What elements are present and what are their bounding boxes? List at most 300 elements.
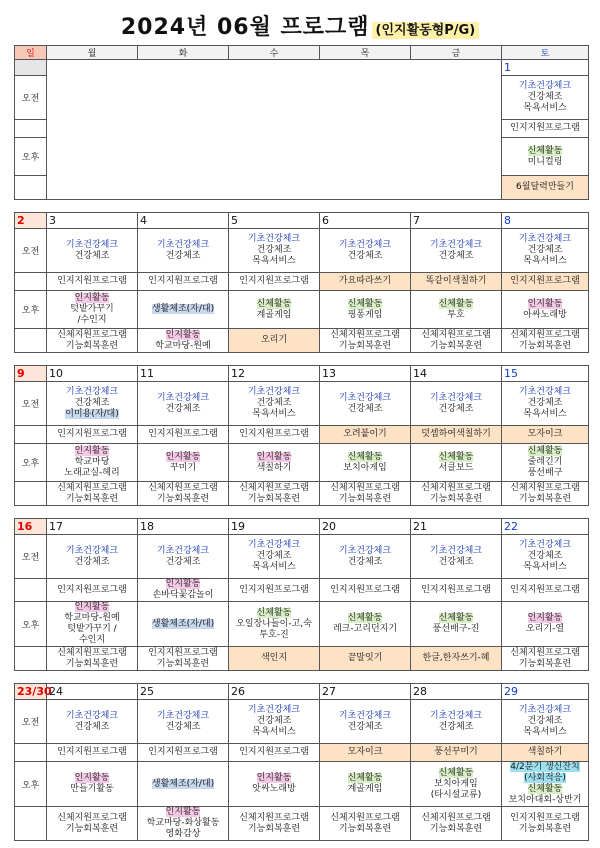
activity-line: 신체지원프로그램: [421, 482, 491, 493]
slot-label: 오전: [15, 229, 47, 273]
week-am-row: [15, 229, 589, 273]
activity-line: 기초건강체크: [65, 387, 119, 397]
activity-line: 수인지: [78, 635, 106, 645]
activity-line: 목욕서비스: [523, 727, 567, 737]
activity-line: 목욕서비스: [523, 409, 567, 419]
week-pm-row: [15, 444, 589, 482]
pm2-cell: [138, 329, 229, 353]
pm2-cell: [229, 807, 320, 841]
activity-line: 학교마당: [74, 457, 110, 467]
activity-tag: 인지활동: [256, 773, 292, 783]
activity-tag: 신체활동: [347, 298, 383, 309]
activity-tag: 신체활동: [347, 451, 383, 462]
activity-line: 신체지원프로그램: [510, 329, 580, 340]
activity-line: 건강체조: [438, 403, 474, 414]
activity-line: 미니컬링: [527, 156, 563, 167]
date-cell: 25: [138, 684, 229, 700]
activity-line: 신체지원프로그램: [330, 482, 400, 493]
week-sunday-label: 23/30: [15, 684, 47, 700]
week1-empty-area: [47, 60, 502, 200]
date-cell: 27: [320, 684, 411, 700]
pm-cell: [502, 762, 589, 807]
date-cell: 3: [47, 213, 138, 229]
activity-line: 신체지원프로그램: [330, 329, 400, 340]
week1-date-row: [15, 60, 589, 76]
activity-line: 모자이크: [527, 429, 563, 439]
activity-line: 모자이크: [347, 747, 383, 757]
activity-tag: 인지활동: [165, 579, 201, 589]
activity-line: 기초건강체크: [518, 234, 572, 244]
pm-cell: [320, 762, 411, 807]
slot-label-blank: [15, 329, 47, 353]
spacer-cell: [15, 353, 589, 366]
pm2-cell: [411, 647, 502, 671]
activity-line: 기초건강체크: [518, 705, 572, 715]
activity-line: 건강체조: [527, 716, 563, 726]
date-cell: 28: [411, 684, 502, 700]
sm-cell: [47, 744, 138, 762]
activity-line: 색인지: [260, 653, 288, 663]
pm-cell: [411, 444, 502, 482]
activity-line: 건강체조: [527, 245, 563, 255]
activity-line: 인지지원프로그램: [510, 812, 580, 823]
pm2-cell: [47, 647, 138, 671]
date-cell: 22: [502, 519, 589, 535]
activity-line: 목욕서비스: [252, 256, 296, 266]
activity-line: 기능회복훈련: [338, 493, 392, 504]
activity-tag: 신체활동: [527, 446, 563, 456]
sm-cell: [138, 579, 229, 602]
activity-line: 건강체조: [347, 250, 383, 261]
weekday-header: 일: [15, 46, 47, 60]
activity-line: 기초건강체크: [156, 239, 210, 250]
week-date-row: [15, 684, 589, 700]
sm-cell: [47, 426, 138, 444]
activity-tag: 생활체조(자/대): [151, 778, 215, 789]
activity-line: 기초건강체크: [247, 540, 301, 550]
slot-label: 오전: [15, 700, 47, 744]
spacer-cell: [15, 506, 589, 519]
activity-line: 건강체조: [74, 398, 110, 408]
week-pm2-row: [15, 647, 589, 671]
am-cell: [502, 535, 589, 579]
activity-line: 아싸노래방: [523, 309, 567, 320]
weekday-header: 토: [502, 46, 589, 60]
sm-cell: [320, 273, 411, 291]
activity-line: 기초건강체크: [518, 540, 572, 550]
week-sunday-label: [15, 60, 47, 76]
activity-line: 텃밭가꾸기: [70, 304, 114, 314]
activity-line: 기초건강체크: [338, 545, 392, 556]
activity-line: 목욕서비스: [523, 256, 567, 266]
activity-line: 신체지원프로그램: [57, 329, 127, 340]
sm-cell: [47, 579, 138, 602]
activity-line: 기능회복훈련: [65, 493, 119, 504]
sm-cell: [229, 273, 320, 291]
activity-line: 목욕서비스: [252, 562, 296, 572]
pm-cell: [502, 444, 589, 482]
pm-cell: [502, 291, 589, 329]
am-cell: [138, 700, 229, 744]
date-cell: 17: [47, 519, 138, 535]
sm-cell: [411, 579, 502, 602]
date-cell: 13: [320, 366, 411, 382]
activity-line: 인지지원프로그램: [57, 584, 127, 595]
am-cell: [320, 229, 411, 273]
pm2-cell: [138, 807, 229, 841]
slot-label: 오후: [15, 602, 47, 647]
sm-cell: [47, 273, 138, 291]
pm-cell: [411, 762, 502, 807]
activity-line: 기초건강체크: [338, 710, 392, 721]
am-cell: [411, 700, 502, 744]
activity-line: 만들기활동: [70, 784, 114, 794]
slot-label-blank: [15, 647, 47, 671]
am-cell: [47, 382, 138, 426]
activity-tag: 신체활동: [256, 607, 292, 618]
activity-line: 건강체조: [256, 716, 292, 726]
activity-tag: 신체활동: [438, 613, 474, 623]
week-date-row: [15, 213, 589, 229]
slot-label: 오후: [15, 138, 47, 176]
sm-cell: [229, 744, 320, 762]
activity-line: 인지지원프로그램: [148, 276, 218, 286]
pm2-cell: [320, 329, 411, 353]
activity-line: 꾸미기: [169, 462, 197, 473]
date-cell: 24: [47, 684, 138, 700]
activity-line: 신체지원프로그램: [510, 647, 580, 658]
activity-line: 기초건강체크: [429, 545, 483, 556]
activity-line: 건강체조: [438, 250, 474, 261]
week-date-row: [15, 366, 589, 382]
pm-cell: [320, 444, 411, 482]
activity-line: 목욕서비스: [523, 562, 567, 572]
slot-label: 오후: [15, 291, 47, 329]
activity-line: 건강체조: [256, 245, 292, 255]
pm2-cell: [502, 647, 589, 671]
pm2-cell: [47, 482, 138, 506]
am-cell: [229, 700, 320, 744]
activity-line: 건강체조: [165, 721, 201, 732]
week-sm-row: [15, 744, 589, 762]
activity-line: 노래교실-헤리: [64, 468, 120, 478]
week-spacer: [15, 200, 589, 213]
week-pm-row: [15, 762, 589, 807]
activity-line: 기능회복훈련: [518, 823, 572, 834]
date-cell: 10: [47, 366, 138, 382]
activity-line: 끝말잇기: [347, 653, 383, 663]
date-cell: 12: [229, 366, 320, 382]
activity-line: 줄레긴기: [527, 457, 563, 467]
activity-tag: 신체활동: [438, 298, 474, 309]
slot-label-blank: [15, 744, 47, 762]
activity-line: 서클보드: [438, 462, 474, 473]
date-cell: 6: [320, 213, 411, 229]
activity-line: 건강체조: [74, 250, 110, 261]
pm2-cell: [502, 807, 589, 841]
am-cell: [229, 229, 320, 273]
am-cell: [411, 382, 502, 426]
activity-line: 투호-진: [259, 629, 289, 640]
sm-cell: [138, 426, 229, 444]
activity-line: 기능회복훈련: [338, 340, 392, 351]
activity-tag: 신체활동: [347, 773, 383, 783]
pm-cell: [47, 291, 138, 329]
am-cell: [411, 535, 502, 579]
pm-cell: [138, 602, 229, 647]
activity-line: 기능회복훈련: [156, 658, 210, 669]
sm-cell: [502, 426, 589, 444]
week-pm2-row: [15, 807, 589, 841]
activity-line: 기능회복훈련: [247, 823, 301, 834]
activity-line: 건강체조: [165, 403, 201, 414]
week-pm2-row: [15, 482, 589, 506]
activity-line: 한글,한자쓰기-혜: [422, 653, 490, 663]
activity-line: 건강체조: [527, 398, 563, 408]
activity-line: 학교마당-원예: [64, 613, 120, 623]
activity-tag: 신체활동: [347, 613, 383, 623]
activity-line: 인지지원프로그램: [239, 429, 309, 439]
activity-line: 기능회복훈련: [429, 493, 483, 504]
sm-cell: [411, 426, 502, 444]
activity-line: 신체지원프로그램: [510, 482, 580, 493]
activity-line: 기능회복훈련: [518, 493, 572, 504]
sm-cell: [411, 744, 502, 762]
week-am-row: [15, 700, 589, 744]
pm-cell: [229, 602, 320, 647]
activity-line: 색칠하기: [256, 462, 292, 473]
sm-cell: [502, 579, 589, 602]
sm-cell: [320, 579, 411, 602]
am-cell: [502, 229, 589, 273]
activity-line: 건강체조: [347, 403, 383, 414]
pm-cell: [502, 138, 589, 176]
activity-line: 기초건강체크: [429, 392, 483, 403]
activity-line: 기초건강체크: [65, 239, 119, 250]
slot-label: 오전: [15, 382, 47, 426]
activity-line: 기능회복훈련: [247, 493, 301, 504]
activity-line: 인지지원프로그램: [239, 747, 309, 757]
date-cell: 15: [502, 366, 589, 382]
activity-tag: (사회적응): [524, 773, 566, 783]
am-cell: [47, 700, 138, 744]
pm-cell: [138, 762, 229, 807]
activity-line: 신체지원프로그램: [148, 482, 218, 493]
activity-line: 계골게임: [256, 309, 292, 320]
pm-cell: [320, 291, 411, 329]
pm-cell: [229, 444, 320, 482]
week-am-row: [15, 535, 589, 579]
activity-line: 건강체조: [256, 551, 292, 561]
activity-line: /수인지: [77, 315, 107, 325]
week-spacer: [15, 353, 589, 366]
am-cell: [320, 700, 411, 744]
sm-cell: [502, 273, 589, 291]
activity-line: 기초건강체크: [518, 387, 572, 397]
activity-line: 건강체조: [438, 556, 474, 567]
activity-tag: 인지활동: [74, 773, 110, 783]
pm-cell: [138, 444, 229, 482]
pm2-cell: [502, 482, 589, 506]
title-main: 2024년 06월 프로그램: [120, 15, 370, 40]
activity-tag: 신체활동: [256, 298, 292, 309]
weekday-header: 목: [320, 46, 411, 60]
activity-tag: 신체활동: [527, 784, 563, 794]
activity-tag: 인지활동: [256, 451, 292, 462]
activity-line: 학교마당-화상활동: [146, 818, 220, 828]
week-sunday-label: 9: [15, 366, 47, 382]
am-cell: [138, 382, 229, 426]
pm-cell: [229, 762, 320, 807]
pm2-cell: [138, 647, 229, 671]
pm2-cell: [229, 647, 320, 671]
activity-line: 인지지원프로그램: [239, 584, 309, 595]
activity-line: 건강체조: [347, 556, 383, 567]
pm-cell: [411, 291, 502, 329]
am-cell: [229, 382, 320, 426]
activity-line: 기초건강체크: [65, 710, 119, 721]
date-cell: 21: [411, 519, 502, 535]
activity-line: 인지지원프로그램: [57, 747, 127, 757]
date-cell: 11: [138, 366, 229, 382]
activity-line: 건강체조: [527, 551, 563, 561]
am-cell: [138, 535, 229, 579]
sm-cell: [138, 744, 229, 762]
activity-tag: 인지활동: [74, 293, 110, 303]
slot-label: 오후: [15, 762, 47, 807]
pm-cell: [502, 602, 589, 647]
activity-line: 기초건강체크: [247, 234, 301, 244]
pm2-cell: [320, 482, 411, 506]
week-am-row: [15, 382, 589, 426]
weekday-header: 금: [411, 46, 502, 60]
activity-line: 기능회복훈련: [518, 340, 572, 351]
activity-line: 기능회복훈련: [338, 823, 392, 834]
activity-line: 레크-고리던지기: [332, 624, 398, 634]
activity-tag: 이미용(자/대): [65, 409, 119, 419]
am-cell: [502, 76, 589, 120]
activity-line: 투호: [447, 309, 465, 320]
activity-line: 건강체조: [165, 250, 201, 261]
activity-tag: 인지활동: [165, 807, 201, 817]
activity-line: 똑같이색칠하기: [425, 276, 487, 286]
week-spacer: [15, 671, 589, 684]
date-cell: 18: [138, 519, 229, 535]
activity-line: 신체지원프로그램: [57, 647, 127, 658]
title-sub: (인지활동형P/G): [372, 22, 480, 39]
activity-line: 풍선배구: [527, 468, 563, 478]
activity-line: 건강체조: [74, 556, 110, 567]
sm-cell: [320, 744, 411, 762]
week-pm-row: [15, 602, 589, 647]
week-spacer: [15, 506, 589, 519]
activity-line: 인지지원프로그램: [57, 429, 127, 439]
activity-line: 인지지원프로그램: [57, 276, 127, 286]
activity-line: 기능회복훈련: [429, 823, 483, 834]
activity-line: 인지지원프로그램: [239, 276, 309, 286]
date-cell: 14: [411, 366, 502, 382]
program-calendar: [14, 45, 589, 841]
pm2-cell: [229, 482, 320, 506]
activity-line: 6월달력만들기: [516, 182, 574, 192]
pm-cell: [411, 602, 502, 647]
slot-label-blank: [15, 807, 47, 841]
activity-line: 보치아대회-상반기: [508, 795, 582, 805]
activity-line: 텃밭가꾸기 /: [67, 624, 117, 634]
slot-label: 오후: [15, 444, 47, 482]
sm-cell: [229, 426, 320, 444]
activity-line: 목욕서비스: [252, 409, 296, 419]
activity-line: 앗싸노래방: [252, 784, 296, 794]
activity-line: 인지지원프로그램: [148, 747, 218, 757]
pm-cell: [138, 291, 229, 329]
activity-line: 색칠하기: [527, 747, 563, 757]
activity-line: 신체지원프로그램: [330, 812, 400, 823]
activity-tag: 인지활동: [165, 451, 201, 462]
pm2-cell: [411, 482, 502, 506]
pm2-cell: [411, 329, 502, 353]
pm2-cell: [47, 807, 138, 841]
activity-line: 기능회복훈련: [156, 493, 210, 504]
activity-line: 기능회복훈련: [65, 340, 119, 351]
am-cell: [411, 229, 502, 273]
activity-line: 인지지원프로그램: [330, 584, 400, 595]
activity-tag: 인지활동: [527, 298, 563, 309]
activity-line: 오일장나들이-고,숙: [236, 618, 312, 629]
weekday-header-row: [15, 46, 589, 60]
date-cell: 19: [229, 519, 320, 535]
activity-line: 기초건강체크: [429, 239, 483, 250]
activity-line: 기능회복훈련: [518, 658, 572, 669]
activity-tag: 생활체조(자/대): [151, 304, 215, 314]
activity-line: 기초건강체크: [247, 387, 301, 397]
activity-line: 오리기-열: [525, 624, 565, 634]
spacer-cell: [15, 671, 589, 684]
activity-line: 기초건강체크: [156, 710, 210, 721]
slot-label-blank: [15, 482, 47, 506]
activity-line: 건강체조: [347, 721, 383, 732]
activity-line: 기초건강체크: [156, 392, 210, 403]
activity-line: 인지지원프로그램: [421, 584, 491, 595]
spacer-cell: [15, 200, 589, 213]
am-cell: [47, 229, 138, 273]
activity-line: 신체지원프로그램: [239, 482, 309, 493]
activity-line: 보치아게임: [434, 778, 478, 789]
activity-line: 보치아게임: [343, 462, 387, 473]
activity-tag: 인지활동: [74, 446, 110, 456]
activity-line: 손바닥꽃감놀이: [152, 590, 214, 600]
pm2-cell: [411, 807, 502, 841]
sm-cell: [411, 273, 502, 291]
pm2-cell: [229, 329, 320, 353]
activity-line: 핑퐁게임: [347, 309, 383, 320]
activity-line: 오리기: [260, 335, 288, 345]
activity-line: 신체지원프로그램: [421, 812, 491, 823]
slot-label-blank: [15, 120, 47, 138]
weekday-header: 화: [138, 46, 229, 60]
activity-line: 기초건강체크: [247, 705, 301, 715]
am-cell: [502, 382, 589, 426]
pm2-cell: [138, 482, 229, 506]
activity-line: 인지지원프로그램: [510, 584, 580, 595]
activity-line: 기초건강체크: [518, 81, 572, 91]
activity-line: 인지지원프로그램: [510, 276, 580, 286]
activity-tag: 인지활동: [165, 329, 201, 340]
activity-line: 건강체조: [438, 721, 474, 732]
week-date-row: [15, 519, 589, 535]
am-cell: [320, 382, 411, 426]
activity-tag: 생활체조(자/대): [151, 618, 215, 629]
